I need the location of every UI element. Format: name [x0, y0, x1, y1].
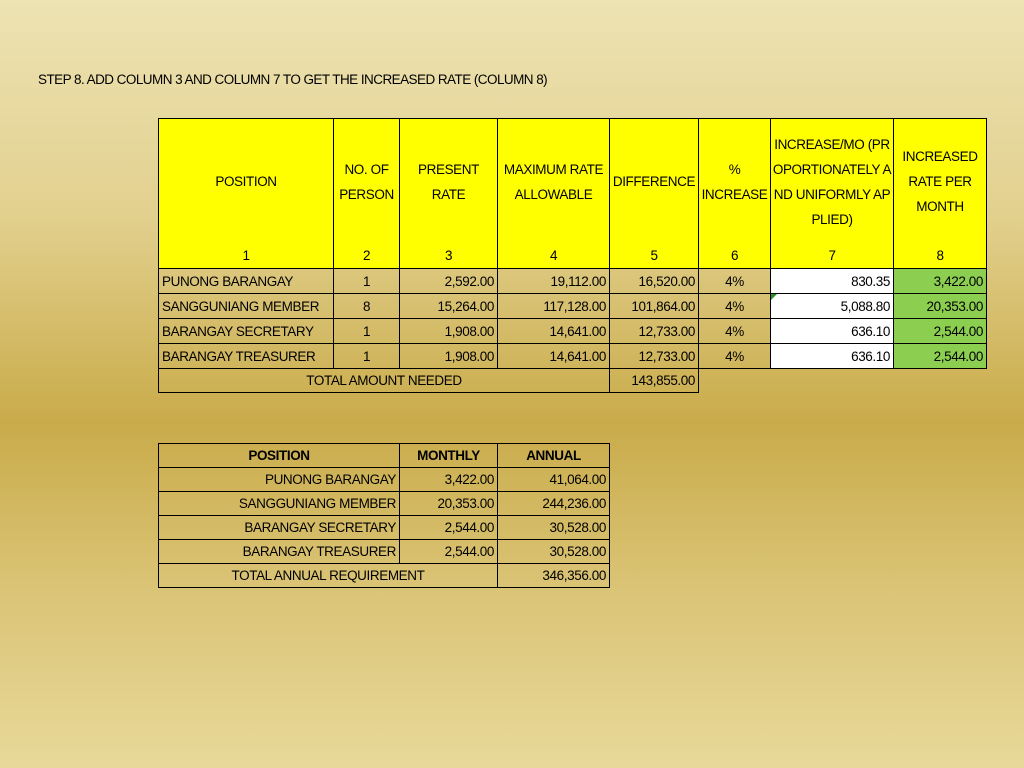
- cell-increase: 636.10: [771, 344, 894, 369]
- header-present-rate: PRESENT RATE: [400, 119, 498, 245]
- cell-present: 1,908.00: [400, 319, 498, 344]
- header-num-4: 4: [498, 244, 610, 269]
- cell-pct: 4%: [699, 269, 771, 294]
- cell-increased-rate: 2,544.00: [894, 344, 987, 369]
- annual-total-label: TOTAL ANNUAL REQUIREMENT: [159, 564, 498, 588]
- cell-difference: 16,520.00: [610, 269, 699, 294]
- annual-header-monthly: MONTHLY: [400, 444, 498, 468]
- cell-position: SANGGUNIANG MEMBER: [159, 492, 400, 516]
- cell-maximum: 117,128.00: [498, 294, 610, 319]
- header-num-6: 6: [699, 244, 771, 269]
- cell-annual: 41,064.00: [498, 468, 610, 492]
- annual-header-row: [159, 444, 610, 468]
- header-increase-mo: INCREASE/MO (PROPORTIONATELY AND UNIFORMLY APPLIED): [771, 119, 894, 245]
- header-position: POSITION: [159, 119, 334, 245]
- table-row: [159, 269, 987, 294]
- header-num-1: 1: [159, 244, 334, 269]
- rate-increase-table: [158, 118, 987, 393]
- cell-present: 1,908.00: [400, 344, 498, 369]
- cell-monthly: 3,422.00: [400, 468, 498, 492]
- cell-monthly: 2,544.00: [400, 540, 498, 564]
- table-row: [159, 516, 610, 540]
- cell-pct: 4%: [699, 344, 771, 369]
- table-row: [159, 468, 610, 492]
- header-maximum-rate: MAXIMUM RATE ALLOWABLE: [498, 119, 610, 245]
- cell-maximum: 14,641.00: [498, 319, 610, 344]
- empty-cell: [771, 369, 894, 393]
- header-difference: DIFFERENCE: [610, 119, 699, 245]
- table-row: [159, 344, 987, 369]
- cell-present: 15,264.00: [400, 294, 498, 319]
- header-persons: NO. OF PERSON: [334, 119, 400, 245]
- cell-annual: 30,528.00: [498, 540, 610, 564]
- cell-annual: 244,236.00: [498, 492, 610, 516]
- cell-position: BARANGAY TREASURER: [159, 540, 400, 564]
- cell-position: BARANGAY SECRETARY: [159, 319, 334, 344]
- cell-pct: 4%: [699, 319, 771, 344]
- cell-position: BARANGAY TREASURER: [159, 344, 334, 369]
- header-num-8: 8: [894, 244, 987, 269]
- cell-position: PUNONG BARANGAY: [159, 269, 334, 294]
- header-num-2: 2: [334, 244, 400, 269]
- cell-present: 2,592.00: [400, 269, 498, 294]
- table-row: [159, 540, 610, 564]
- annual-total-row: [159, 564, 610, 588]
- cell-monthly: 2,544.00: [400, 516, 498, 540]
- annual-header-annual: ANNUAL: [498, 444, 610, 468]
- header-num-5: 5: [610, 244, 699, 269]
- total-row: [159, 369, 987, 393]
- cell-increase: 636.10: [771, 319, 894, 344]
- cell-increase: 5,088.80: [771, 294, 894, 319]
- table-row: [159, 492, 610, 516]
- empty-cell: [699, 369, 771, 393]
- header-num-7: 7: [771, 244, 894, 269]
- cell-difference: 101,864.00: [610, 294, 699, 319]
- cell-maximum: 19,112.00: [498, 269, 610, 294]
- cell-monthly: 20,353.00: [400, 492, 498, 516]
- cell-position: BARANGAY SECRETARY: [159, 516, 400, 540]
- header-num-3: 3: [400, 244, 498, 269]
- cell-persons: 8: [334, 294, 400, 319]
- cell-pct: 4%: [699, 294, 771, 319]
- table-row: [159, 319, 987, 344]
- table-row: [159, 294, 987, 319]
- cell-increased-rate: 2,544.00: [894, 319, 987, 344]
- total-value: 143,855.00: [610, 369, 699, 393]
- cell-persons: 1: [334, 269, 400, 294]
- annual-header-position: POSITION: [159, 444, 400, 468]
- cell-difference: 12,733.00: [610, 319, 699, 344]
- header-increased-rate: INCREASED RATE PER MONTH: [894, 119, 987, 245]
- cell-persons: 1: [334, 344, 400, 369]
- cell-increased-rate: 20,353.00: [894, 294, 987, 319]
- cell-persons: 1: [334, 319, 400, 344]
- cell-annual: 30,528.00: [498, 516, 610, 540]
- total-label: TOTAL AMOUNT NEEDED: [159, 369, 610, 393]
- cell-maximum: 14,641.00: [498, 344, 610, 369]
- annual-total-value: 346,356.00: [498, 564, 610, 588]
- cell-position: SANGGUNIANG MEMBER: [159, 294, 334, 319]
- cell-position: PUNONG BARANGAY: [159, 468, 400, 492]
- header-pct-increase: % INCREASE: [699, 119, 771, 245]
- cell-increased-rate: 3,422.00: [894, 269, 987, 294]
- empty-cell: [894, 369, 987, 393]
- cell-increase: 830.35: [771, 269, 894, 294]
- annual-requirement-table: [158, 443, 610, 588]
- slide-title: STEP 8. ADD COLUMN 3 AND COLUMN 7 TO GET THE INCREASED RATE (COLUMN 8): [38, 72, 548, 87]
- cell-difference: 12,733.00: [610, 344, 699, 369]
